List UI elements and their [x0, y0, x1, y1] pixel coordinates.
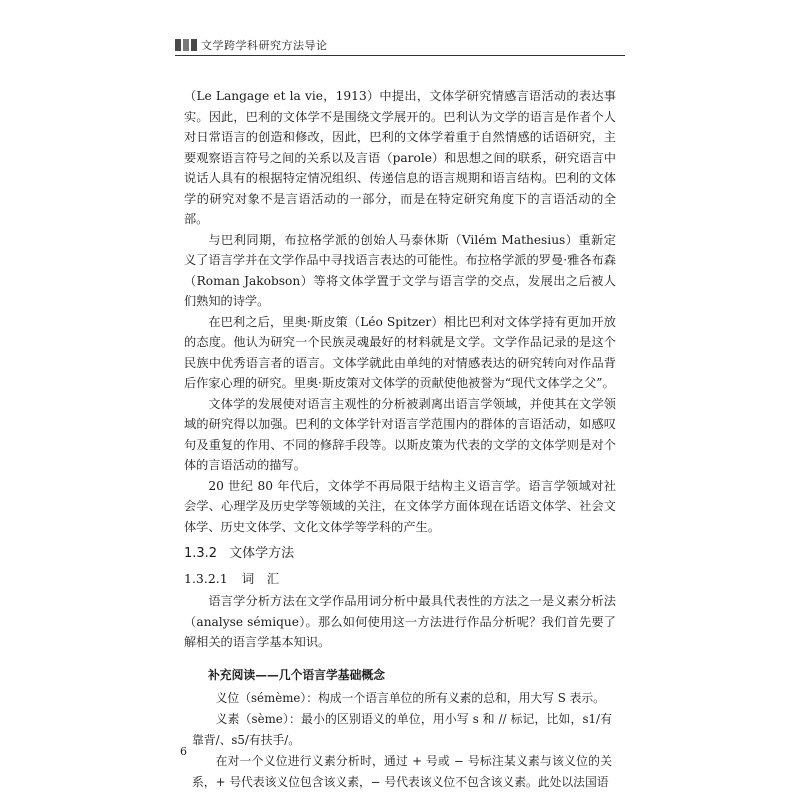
header-divider	[175, 55, 625, 56]
subsection-heading	[184, 568, 616, 590]
supplementary-reading	[184, 665, 616, 793]
section-heading	[184, 543, 616, 565]
definition-sememe: 义位（sémème）：构成一个语言单位的所有义素的总和，用大写 S 表示。	[215, 690, 605, 705]
section-number: 1.3.2	[184, 546, 218, 561]
paragraph: （Le Langage et la vie，1913）中提出，文体学研究情感言语活动的表达事实。因此，巴利的文体学不是围绕文学展开的。巴利认为文学的语言是作者个人对日常语言的创造和修改，因此，巴利的文体学着重于自然情感的话语研究，主要观察语言符号之间的关系以及言语（parole）和思想之间的联系，研究语言中说话人具有的根据特定情况组织、传递信息的语言规期和语言结构。巴利的文体学的研究对象不是言语活动的一部分，而是在特定研究角度下的言语活动的全部。	[184, 89, 616, 226]
definition-seme: 义素（sème）：最小的区别语义的单位，用小写 s 和 // 标记，比如，s1/有靠背/、s5/有扶手/。	[192, 711, 612, 747]
header-ornament-icon	[175, 39, 197, 51]
paragraph: 与巴利同期，布拉格学派的创始人马泰休斯（Vilém Mathesius）重新定义了语言学并在文学作品中寻找语言表达的可能性。布拉格学派的罗曼·雅各布森（Roman Jakobson）等将文体学置于文学与语言学的交点，发展出之后被人们熟知的诗学。	[184, 232, 616, 308]
subsection-number: 1.3.2.1	[184, 571, 228, 586]
supplement-paragraph: 在对一个义位进行义素分析时，通过 + 号或 − 号标注某义素与该义位的关系，+ 号代表该义位包含该义素，− 号代表该义位不包含该义素。此处以法国语	[192, 753, 612, 789]
paragraph: 20 世纪 80 年代后，文体学不再局限于结构主义语言学。语言学领域对社会学、心理学及历史学等领域的关注，在文体学方面体现在话语文体学、社会文体学、历史文体学、文化文体学等学科的产生。	[184, 478, 616, 534]
page-number: 6	[180, 745, 187, 758]
section-title: 文体学方法	[229, 546, 295, 561]
running-header-title: 文学跨学科研究方法导论	[201, 39, 328, 52]
subsection-title: 词 汇	[241, 571, 280, 586]
paragraph: 在巴利之后，里奥·斯皮策（Léo Spitzer）相比巴利对文体学持有更加开放的态度。他认为研究一个民族灵魂最好的材料就是文学。文学作品记录的是这个民族中优秀语言者的语言。文体学就此由单纯的对情感表达的研究转向对作品背后作家心理的研究。里奥·斯皮策对文体学的贡献使他被誉为“现代文体学之父”。	[184, 314, 616, 390]
paragraph: 文体学的发展使对语言主观性的分析被剥离出语言学领域，并使其在文学领域的研究得以加强。巴利的文体学针对语言学范围内的群体的言语活动，如感叹句及重复的作用、不同的修辞手段等。以斯皮策为代表的文学的文体学则是对个体的言语活动的描写。	[184, 396, 616, 472]
running-header	[175, 36, 328, 54]
supplementary-reading-title: 补充阅读——几个语言学基础概念	[208, 667, 385, 682]
body-text	[184, 86, 616, 793]
paragraph: 语言学分析方法在文学作品用词分析中最具代表性的方法之一是义素分析法（analyse sémique）。那么如何使用这一方法进行作品分析呢？我们首先要了解相关的语言学基本知识。	[184, 594, 616, 649]
